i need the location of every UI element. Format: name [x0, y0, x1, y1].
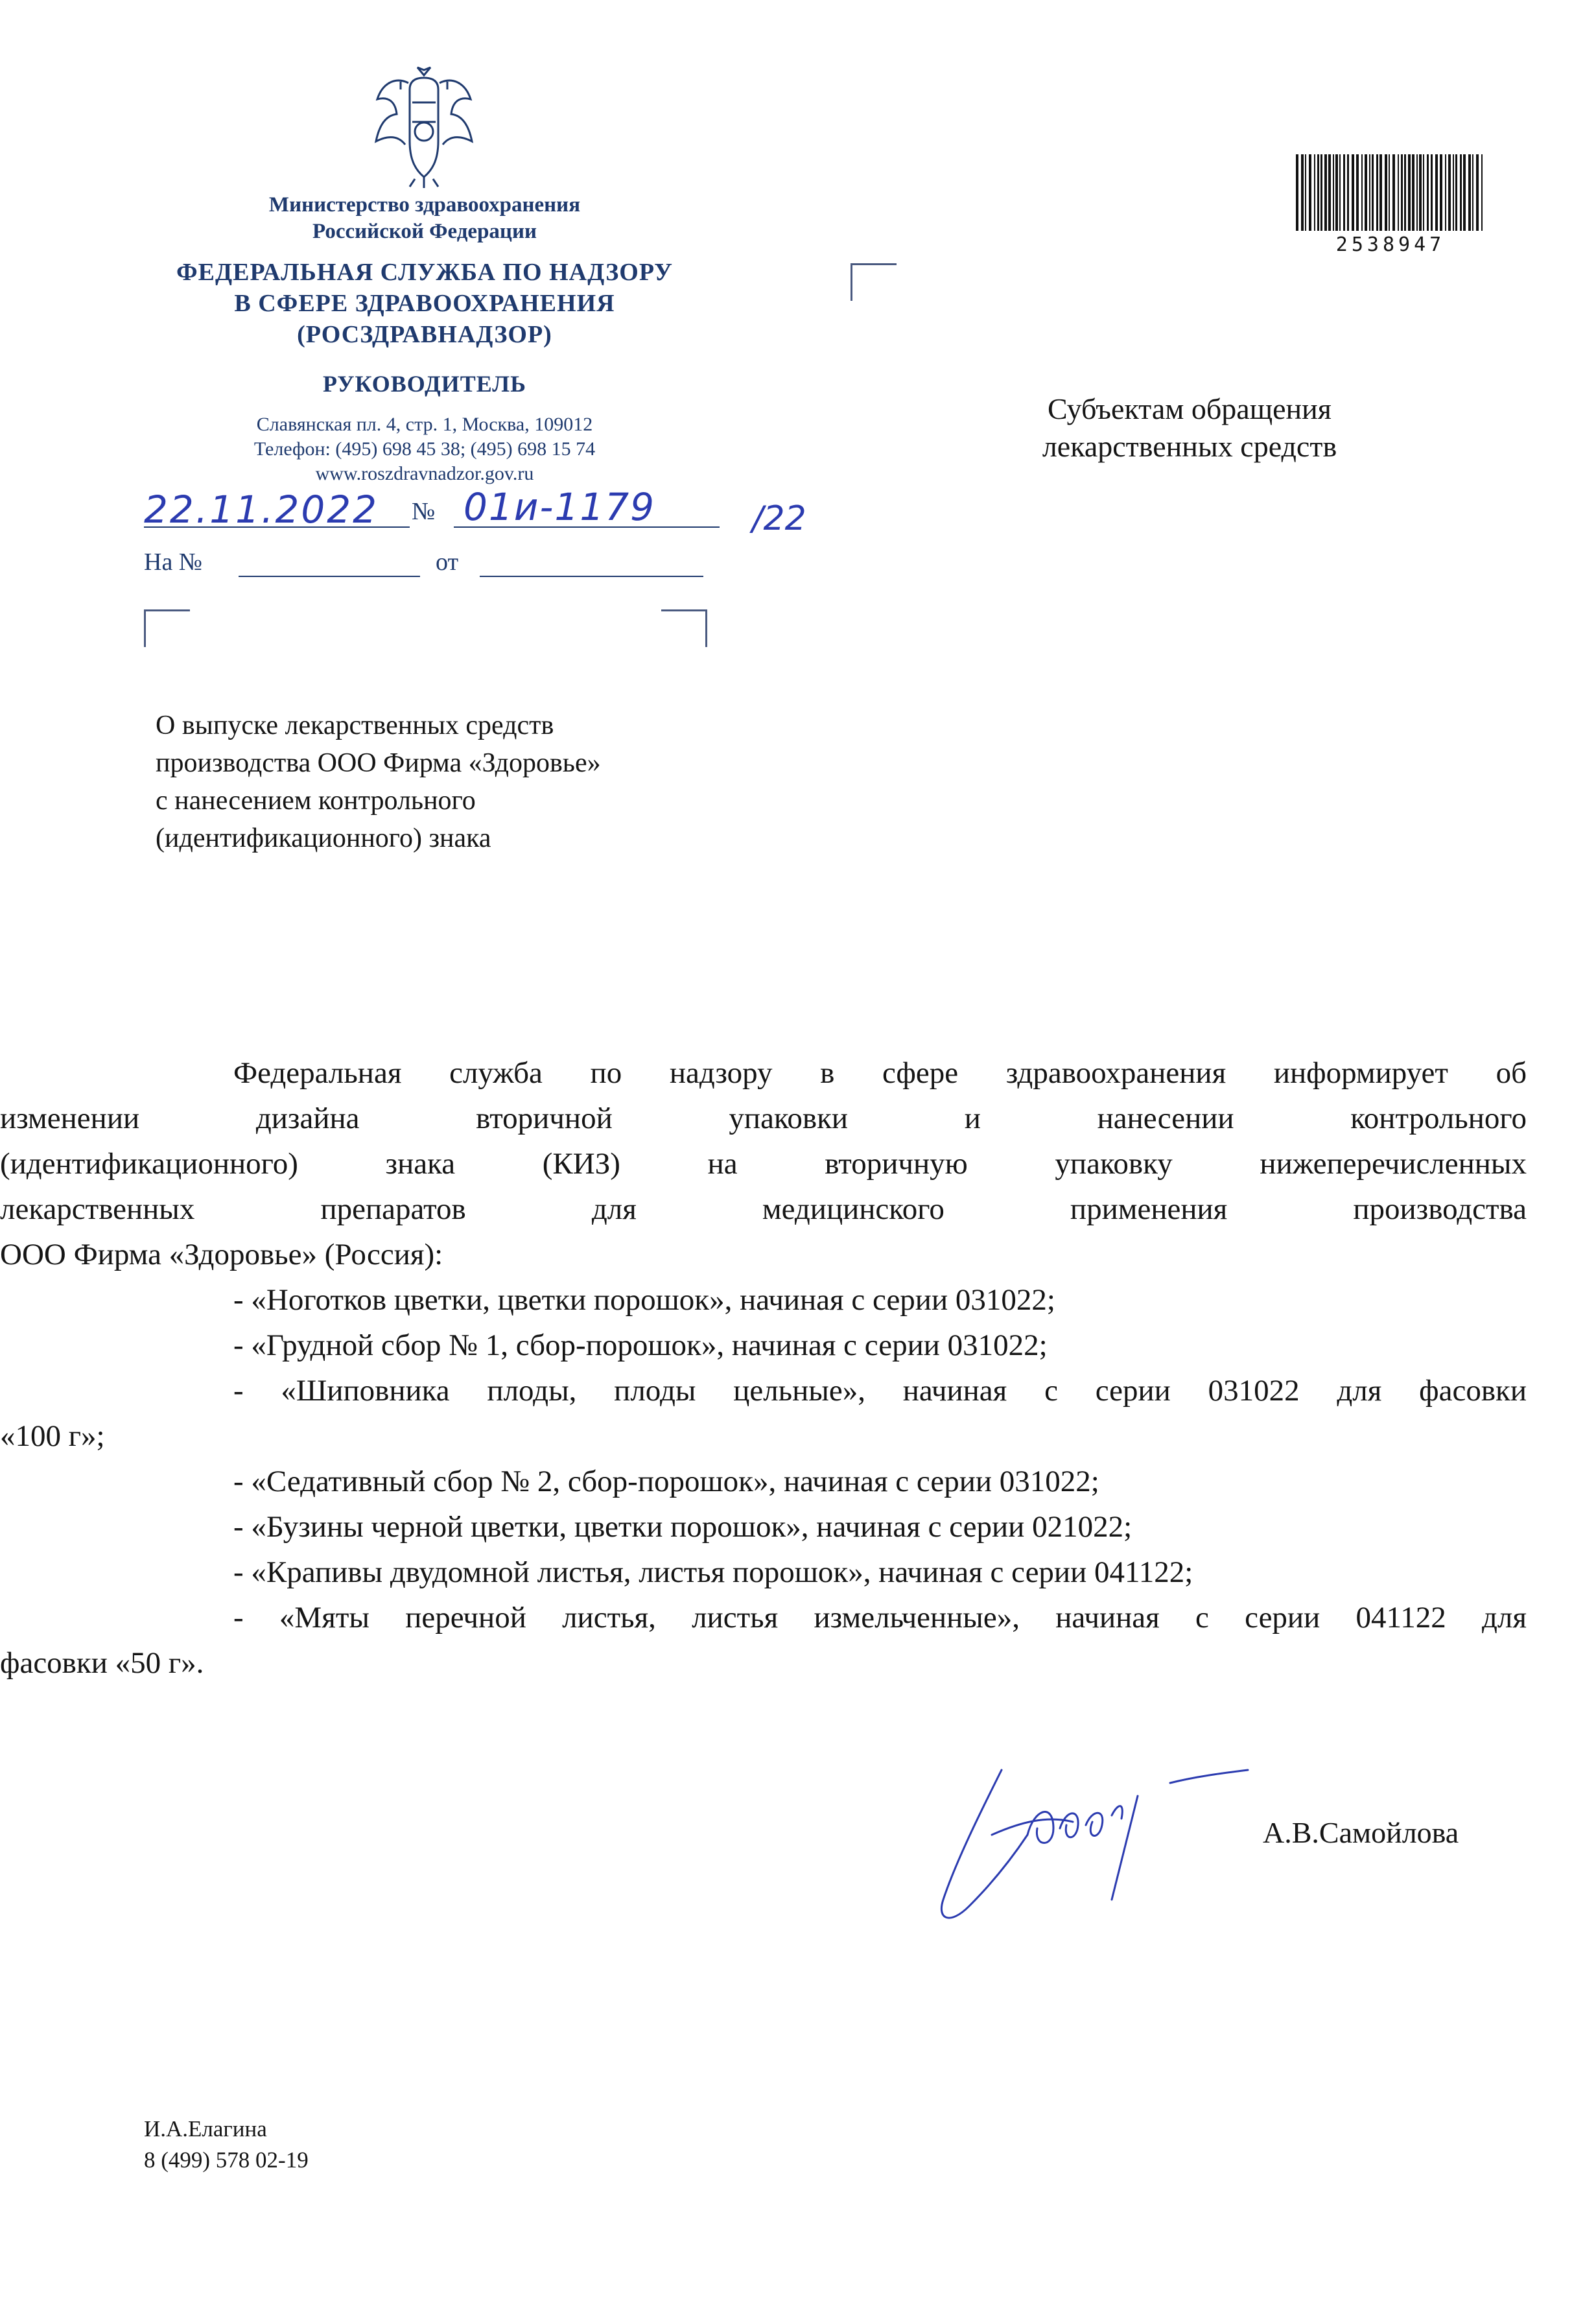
executor — [144, 2114, 309, 2176]
recipient — [992, 390, 1387, 466]
date-underline — [144, 526, 410, 528]
barcode-bar — [1453, 154, 1454, 231]
subject-line: производства ООО Фирма «Здоровье» — [156, 748, 601, 778]
barcode-bar — [1339, 154, 1341, 231]
address: Славянская пл. 4, стр. 1, Москва, 109012 — [256, 414, 593, 435]
subject-corner-left — [144, 609, 190, 647]
body-line: Федеральная служба по надзору в сфере здравоохранения информирует об — [233, 1056, 1527, 1090]
executor-phone: 8 (499) 578 02-19 — [144, 2147, 309, 2173]
recipient-line: Субъектам обращения — [1048, 392, 1332, 425]
barcode-bar — [1460, 154, 1462, 231]
barcode-bar — [1324, 154, 1327, 231]
reply-to-label: На № — [144, 549, 203, 576]
barcode-bar — [1419, 154, 1422, 231]
reply-from-line — [480, 576, 703, 577]
coat-of-arms-icon — [370, 64, 478, 191]
letter-body — [0, 1050, 1527, 1686]
list-item: - «Крапивы двудомной листья, листья порошок», начиная с серии 041122; — [233, 1555, 1193, 1589]
registration-number-suffix: /22 — [752, 499, 806, 538]
barcode-bar — [1404, 154, 1406, 231]
service-line: (РОСЗДРАВНАДЗОР) — [297, 321, 552, 348]
barcode-number: 2538947 — [1335, 233, 1446, 256]
signer-name: А.В.Самойлова — [1263, 1816, 1459, 1849]
barcode-bar — [1347, 154, 1349, 231]
subject-line: (идентификационного) знака — [156, 823, 491, 853]
barcode-bar — [1301, 154, 1304, 231]
barcode-bar — [1333, 154, 1334, 231]
barcode-bar — [1408, 154, 1411, 231]
barcode-bar — [1305, 154, 1306, 231]
barcode-bar — [1361, 154, 1363, 231]
service-line: В СФЕРЕ ЗДРАВООХРАНЕНИЯ — [234, 290, 615, 317]
ministry-name — [143, 192, 707, 245]
list-item: - «Бузины черной цветки, цветки порошок», начиная с серии 021022; — [233, 1510, 1132, 1544]
website: www.roszdravnadzor.gov.ru — [315, 463, 534, 484]
barcode-bar — [1476, 154, 1479, 231]
executor-name: И.А.Елагина — [144, 2116, 267, 2141]
barcode-bar — [1472, 154, 1473, 231]
body-line: (идентификационного) знака (КИЗ) на вторичную упаковку нижеперечисленных — [0, 1147, 1527, 1181]
body-line: лекарственных препаратов для медицинского применения производства — [0, 1192, 1527, 1226]
barcode-bar — [1445, 154, 1446, 231]
head-title: РУКОВОДИТЕЛЬ — [323, 371, 526, 397]
body-line: ООО Фирма «Здоровье» (Россия): — [0, 1238, 443, 1271]
signature-mark — [904, 1744, 1267, 1932]
barcode-bar — [1309, 154, 1311, 231]
barcode-bar — [1431, 154, 1433, 231]
list-item: - «Грудной сбор № 1, сбор-порошок», начиная с серии 031022; — [233, 1328, 1048, 1362]
number-underline — [454, 526, 720, 528]
list-item-continuation: «100 г»; — [0, 1419, 105, 1453]
barcode-bar — [1314, 154, 1315, 231]
barcode-bar — [1412, 154, 1414, 231]
barcode-bar — [1435, 154, 1438, 231]
barcode-bar — [1427, 154, 1429, 231]
subject-line: с нанесением контрольного — [156, 786, 476, 816]
barcode-icon — [1293, 154, 1488, 231]
barcode-bar — [1398, 154, 1399, 231]
barcode-bar — [1352, 154, 1354, 231]
barcode-bar — [1369, 154, 1370, 231]
registration-number: 01и-1179 — [464, 485, 656, 529]
list-item: - «Ноготков цветки, цветки порошок», начиная с серии 031022; — [233, 1283, 1055, 1317]
address-block — [104, 412, 745, 486]
subject-line: О выпуске лекарственных средств — [156, 711, 554, 740]
barcode-bar — [1392, 154, 1395, 231]
barcode-bar — [1401, 154, 1403, 231]
barcode-bar — [1317, 154, 1319, 231]
barcode-bar — [1356, 154, 1359, 231]
barcode-bar — [1463, 154, 1466, 231]
barcode-bar — [1320, 154, 1322, 231]
barcode-bar — [1372, 154, 1374, 231]
phone: Телефон: (495) 698 45 38; (495) 698 15 74 — [253, 438, 596, 460]
barcode-bar — [1416, 154, 1418, 231]
list-item: - «Шиповника плоды, плоды цельные», начиная с серии 031022 для фасовки — [233, 1374, 1527, 1408]
list-item-continuation: фасовки «50 г». — [0, 1646, 204, 1680]
registration-number-label: № — [412, 498, 436, 525]
service-name — [104, 257, 745, 350]
barcode-bar — [1328, 154, 1331, 231]
barcode-bar — [1296, 154, 1298, 231]
barcode-bar — [1379, 154, 1382, 231]
barcode-bar — [1343, 154, 1345, 231]
ministry-line: Министерство здравоохранения — [268, 193, 581, 217]
reply-to-line — [239, 576, 420, 577]
list-item: - «Седативный сбор № 2, сбор-порошок», начиная с серии 031022; — [233, 1465, 1099, 1498]
subject-corner-right — [661, 609, 707, 647]
ministry-line: Российской Федерации — [312, 220, 537, 243]
barcode-bar — [1468, 154, 1471, 231]
barcode-bar — [1440, 154, 1442, 231]
barcode-bar — [1365, 154, 1367, 231]
service-line: ФЕДЕРАЛЬНАЯ СЛУЖБА ПО НАДЗОРУ — [176, 259, 673, 286]
barcode-bar — [1376, 154, 1378, 231]
barcode-bar — [1455, 154, 1457, 231]
registration-date: 22.11.2022 — [144, 488, 379, 532]
body-line: изменении дизайна вторичной упаковки и нанесении контрольного — [0, 1102, 1527, 1135]
barcode-bar — [1385, 154, 1387, 231]
recipient-corner-left — [851, 263, 897, 301]
barcode-bar — [1448, 154, 1451, 231]
recipient-line: лекарственных средств — [1042, 430, 1337, 463]
barcode-bar — [1423, 154, 1424, 231]
barcode-bar — [1335, 154, 1338, 231]
barcode-bar — [1389, 154, 1390, 231]
reply-from-label: от — [436, 549, 459, 576]
subject — [156, 707, 601, 857]
barcode-bar — [1481, 154, 1483, 231]
list-item: - «Мяты перечной листья, листья измельченные», начиная с серии 041122 для — [233, 1601, 1527, 1634]
